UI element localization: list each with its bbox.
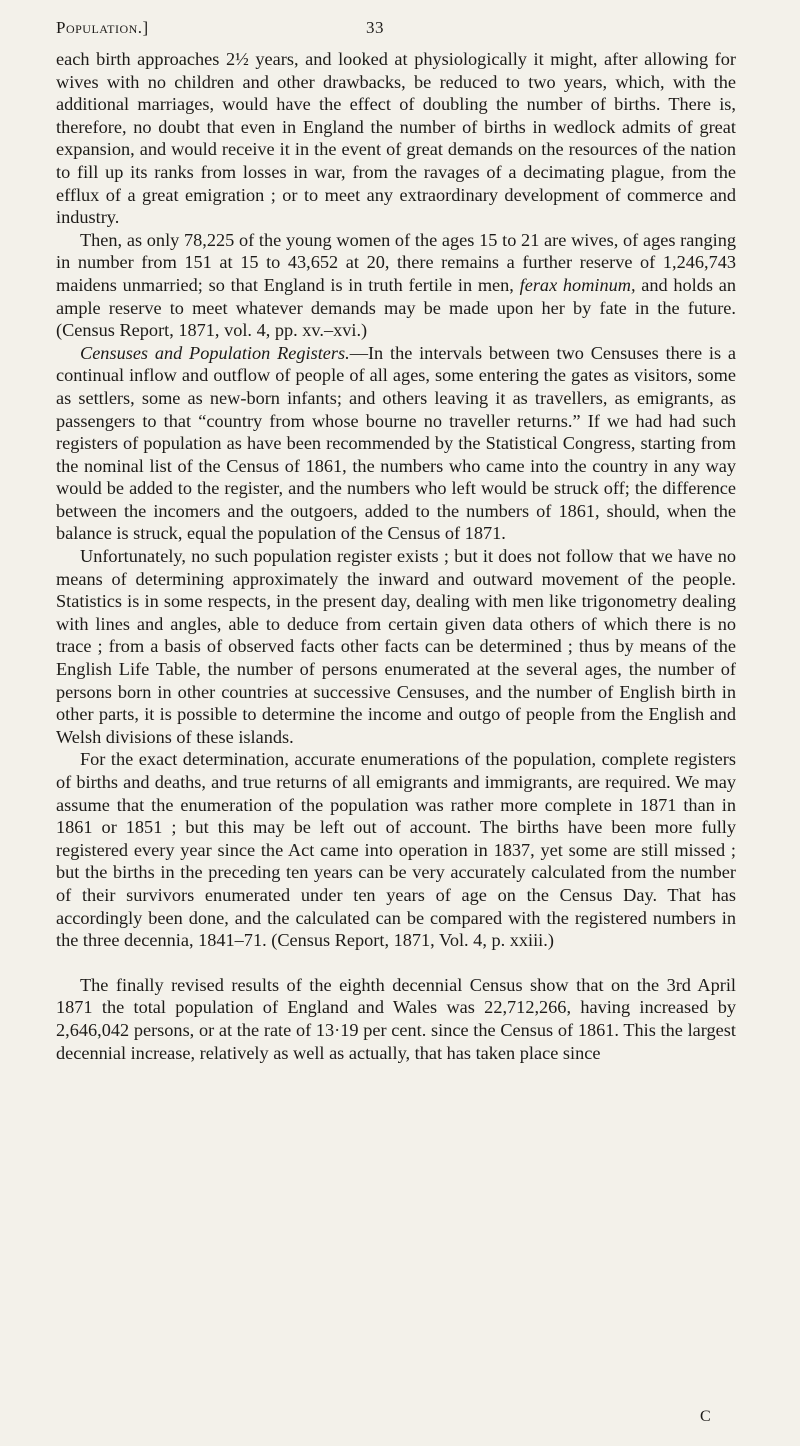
paragraph-5 xyxy=(56,748,736,951)
signature-mark: C xyxy=(700,1408,711,1425)
body-text xyxy=(56,48,736,1064)
running-head xyxy=(56,18,736,44)
paragraph-2-text-before: Then, as only 78,225 of the young women of the ages 15 to 21 are wives, of ages ranging in number from 151 at 15 to 43,652 at 20, there remains a further reserve of 1,246,743 maidens unmarried; so that England is in truth fertile in men, xyxy=(56,229,736,295)
paragraph-3 xyxy=(56,342,736,545)
paragraph-2-text-after: and holds an ample reserve to meet whatever demands may be made upon her by fate in the future. (Census Report, 1871, vol. 4, pp. xv.–xvi.) xyxy=(56,274,737,341)
paragraph-6 xyxy=(56,974,736,1064)
page-number: 33 xyxy=(366,18,384,37)
latin-phrase: ferax hominum, xyxy=(519,274,636,295)
paragraph-6-text: The finally revised results of the eighth decennial Census show that on the 3rd April 1871 the total population of England and Wales was 22,712,266, having increased by 2,646,042 persons, or at the rate of 13·19 per cent. since the Census of 1861. This the largest decennial increase, relatively as well as actually, that has taken place since xyxy=(56,974,736,1063)
paragraph-3-text: —In the intervals between two Censuses there is a continual inflow and outflow of people of all ages, some entering the gates as visitors, some as settlers, some as new-born infants; and others leaving it as travellers, as emigrants, as passengers to that “country from whose bourne no traveller returns.” If we had had such registers of population as have been recommended by the Statistical Congress, starting from the nominal list of the Census of 1861, the numbers who came into the country in any way would be added to the register, and the numbers who left would be struck off; the difference between the incomers and the outgoers, added to the numbers of 1861, should, when the balance is struck, equal the population of the Census of 1871. xyxy=(56,342,736,544)
paragraph-4 xyxy=(56,545,736,748)
paragraph-5-text: For the exact determination, accurate enumerations of the population, complete registers of births and deaths, and true returns of all emigrants and immigrants, are required. We may assume that the enumeration of the population was rather more complete in 1871 than in 1861 or 1851 ; but this may be left out of account. The births have been more fully registered every year since the Act came into operation in 1837, yet some are still missed ; but the births in the preceding ten years can be very accurately calculated from the number of their survivors enumerated under ten years of age on the Census Day. That has accordingly been done, and the calculated can be compared with the registered numbers in the three decennia, 1841–71. (Census Report, 1871, Vol. 4, p. xxiii.) xyxy=(56,749,736,951)
running-head-section: Population.] xyxy=(56,18,149,37)
paragraph-1 xyxy=(56,48,736,229)
paragraph-1-text: each birth approaches 2½ years, and looked at physiologically it might, after allowing for wives with no children and other drawbacks, be reduced to two years, which, with the additional marriages, would have the effect of doubling the number of births. There is, therefore, no doubt that even in England the number of births in wedlock admits of great expansion, and would receive it in the event of great demands on the resources of the nation to fill up its ranks from losses in war, from the ravages of a decimating plague, from the efflux of a great emigration ; or to meet any extraordinary development of commerce and industry. xyxy=(56,49,736,228)
paragraph-2 xyxy=(56,229,736,342)
section-heading: Censuses and Population Registers. xyxy=(80,342,350,363)
paragraph-4-text: Unfortunately, no such population register exists ; but it does not follow that we have no means of determining approximately the inward and outward movement of the people. Statistics is in some respects, in the present day, dealing with men like trigonometry dealing with lines and angles, able to deduce from certain given data others of which there is no trace ; from a basis of observed facts other facts can be determined ; thus by means of the English Life Table, the number of persons enumerated at the several ages, the number of persons born in other countries at successive Censuses, and the number of English birth in other parts, it is possible to determine the income and outgo of people from the English and Welsh divisions of these islands. xyxy=(56,546,736,747)
